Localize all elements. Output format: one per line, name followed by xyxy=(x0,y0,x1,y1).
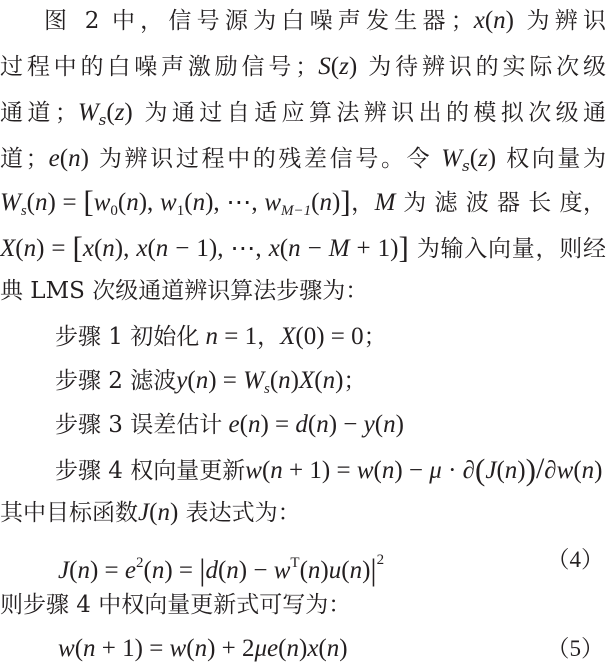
text: 为输入向量，则经 xyxy=(408,236,606,262)
step-label: 步骤 3 误差估计 xyxy=(55,412,223,438)
math-S-z: S xyxy=(318,53,331,80)
step-label: 步骤 1 初始化 xyxy=(55,324,200,350)
math-J-n: J(n) xyxy=(138,499,179,526)
math-weight-vector: $W_s(n) = [w_0(n)$, $w_1(n)$, ⋯, $w_{M-1}(n)$] xyxy=(0,184,351,219)
objective-intro: 其中目标函数J(n) 表达式为： xyxy=(0,499,301,526)
text: 为辨识 xyxy=(514,8,607,34)
text-line-4: 道；e(n) 为辨识过程中的残差信号。令 $W_s(z)$ 权向量为 xyxy=(0,145,607,175)
math-M: M xyxy=(374,189,396,216)
text: 典 LMS 次级通道辨识算法步骤为： xyxy=(0,278,369,304)
equation-4-number: （4） xyxy=(546,547,604,572)
text: ， xyxy=(350,190,375,216)
math-step4-update: w(n + 1) = w(n) − μ · ∂(J(n))/∂w(n) xyxy=(245,452,603,487)
equation-4: $J(n) = e^2(n) = |d(n) - w^T(n)u(n)|^2$ xyxy=(58,552,385,587)
text-line-1: 图 2 中，信号源为白噪声发生器；x(n) 为辨识 xyxy=(44,7,607,34)
equation-5: w(n + 1) = w(n) + 2μe(n)x(n) xyxy=(58,635,348,662)
text-line-6 xyxy=(0,230,606,268)
text-line-7 xyxy=(0,272,368,310)
step-label: 步骤 2 滤波 xyxy=(55,368,177,394)
math-step1-n: n = 1 xyxy=(205,323,258,350)
text: 图 2 中，信号源为白噪声发生器； xyxy=(44,8,474,34)
math-Ws-z: W xyxy=(77,99,99,126)
math-x-n: x xyxy=(473,7,485,34)
step-2: 步骤 2 滤波$y(n) = W_s(n)X(n)$； xyxy=(55,367,367,397)
text: 权向量为 xyxy=(496,146,607,172)
text: 过程中的白噪声激励信号； xyxy=(0,54,319,80)
text: 道； xyxy=(0,146,49,172)
text: 为待辨识的实际次级 xyxy=(357,54,607,80)
text: 通道； xyxy=(0,100,78,126)
step-3 xyxy=(55,406,404,444)
math-step3-error: e(n) = d(n) − y(n) xyxy=(228,411,404,438)
math-input-vector: X(n) = [x(n), x(n − 1), ⋯, x(n − M + 1)] xyxy=(0,230,409,265)
text-line-2: 过程中的白噪声激励信号；S(z) 为待辨识的实际次级 xyxy=(0,53,607,80)
math-e-n: e xyxy=(48,145,60,172)
text: 为 滤 波 器 长 度， xyxy=(395,190,607,216)
rewrite-intro: 则步骤 4 中权向量更新式可写为： xyxy=(0,592,352,618)
math-Ws-z: W xyxy=(432,145,463,172)
math-step1-X0: X(0) = 0 xyxy=(280,323,364,350)
text-line-5 xyxy=(0,184,606,222)
step-label: 步骤 4 权向量更新 xyxy=(55,458,246,484)
step-1: 步骤 1 初始化 n = 1，X(0) = 0； xyxy=(55,323,387,350)
math-step2-filter: $y(n) = W_s(n)X(n)$ xyxy=(176,367,344,397)
text-line-3: 通道；$W_s(z)$ 为通过自适应算法辨识出的模拟次级通 xyxy=(0,99,607,129)
step-4 xyxy=(55,450,602,488)
text: 为辨识过程中的残差信号。令 xyxy=(88,146,433,172)
text: 为通过自适应算法辨识出的模拟次级通 xyxy=(132,100,607,126)
equation-5-number: （5） xyxy=(546,636,604,661)
